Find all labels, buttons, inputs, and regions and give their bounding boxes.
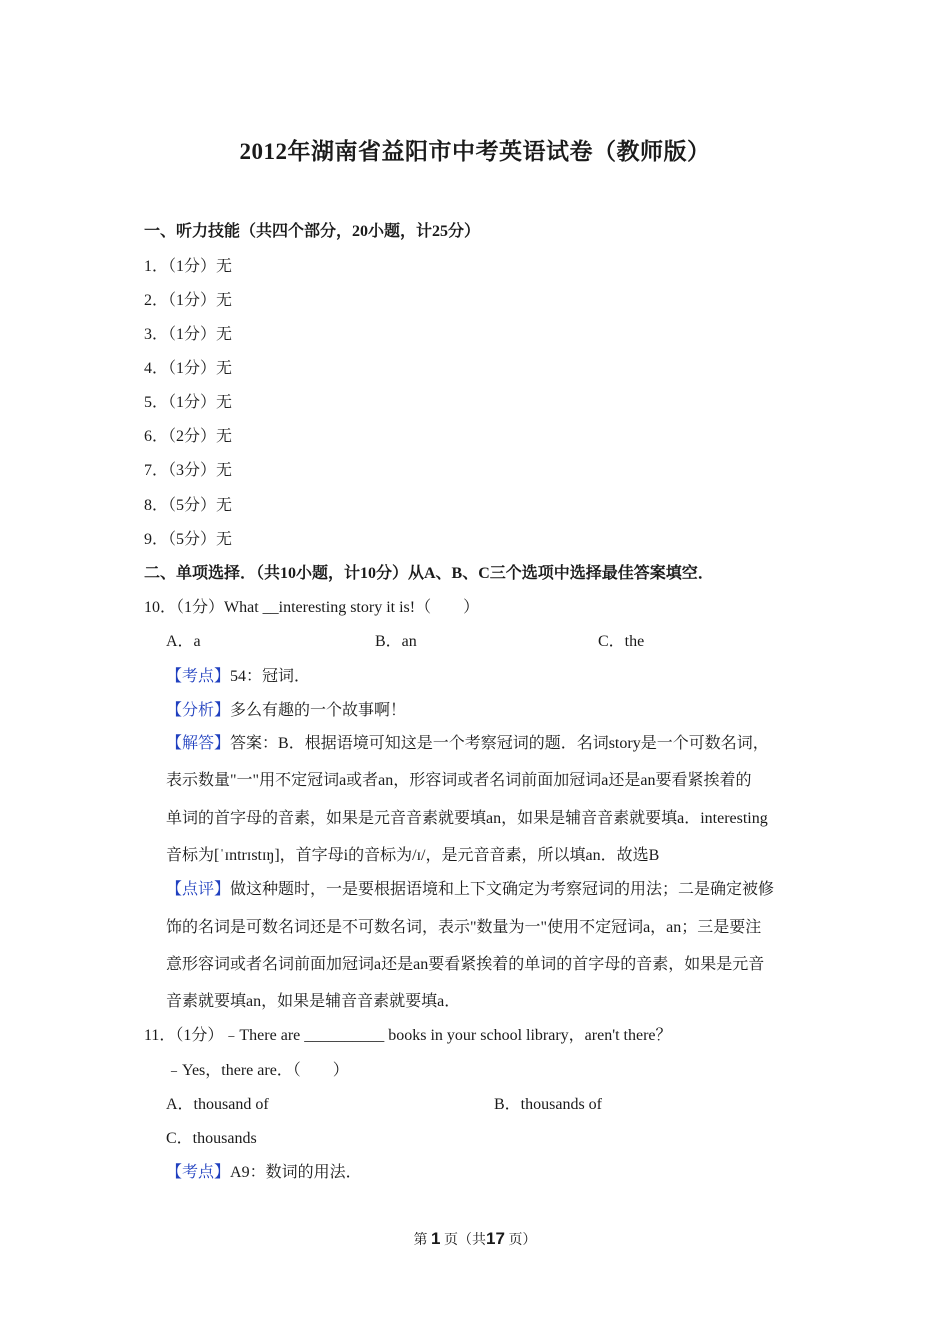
q10-dianping <box>166 880 774 900</box>
q11-stem2: ﹣Yes，there are．（ ） <box>166 1062 349 1079</box>
q11-option-c: C．thousands <box>166 1130 257 1147</box>
q11-option-b: B．thousands of <box>494 1096 603 1113</box>
jieda-line: 单词的首字母的音素，如果是元音音素就要填an，如果是辅音音素就要填a．interesting <box>166 810 768 827</box>
footer-suffix: 页） <box>508 1233 537 1248</box>
footer-prefix: 第 <box>413 1233 428 1248</box>
q10-fenxi <box>166 701 406 721</box>
page-title: 2012年湖南省益阳市中考英语试卷（教师版） <box>239 139 711 164</box>
section2-heading: 二、单项选择．（共10小题，计10分）从A、B、C三个选项中选择最佳答案填空． <box>144 565 714 582</box>
fenxi-text: 多么有趣的一个故事啊！ <box>230 702 407 719</box>
list-item: 3．（1分）无 <box>144 326 233 343</box>
dianping-line: 意形容词或者名词前面加冠词a还是an要看紧挨着的单词的首字母的音素，如果是元音 <box>166 956 765 973</box>
q11-option-a: A．thousand of <box>166 1096 269 1113</box>
q10-stem: 10．（1分）What __interesting story it is!（ ） <box>144 599 480 616</box>
jieda-line: 答案：B．根据语境可知这是一个考察冠词的题．名词story是一个可数名词， <box>230 735 769 752</box>
footer-mid: 页（共 <box>444 1233 487 1248</box>
q10-jieda <box>166 734 769 754</box>
dianping-tag: 【点评】 <box>166 881 231 898</box>
page-footer <box>0 1229 950 1251</box>
jieda-tag: 【解答】 <box>166 735 231 752</box>
q11-kaodian <box>166 1163 362 1183</box>
list-item: 5．（1分）无 <box>144 394 233 411</box>
list-item: 6．（2分）无 <box>144 428 233 445</box>
list-item: 8．（5分）无 <box>144 497 233 514</box>
q10-option-a: A．a <box>166 633 201 650</box>
list-item: 9．（5分）无 <box>144 531 233 548</box>
list-item: 7．（3分）无 <box>144 462 233 479</box>
jieda-line: 音标为[ˈɪntrɪstɪŋ]，首字母i的音标为/ɪ/，是元音音素，所以填an．故选B <box>166 847 660 864</box>
jieda-line: 表示数量"一"用不定冠词a或者an，形容词或者名词前面加冠词a还是an要看紧挨着的 <box>166 772 752 789</box>
kaodian-tag: 【考点】 <box>166 668 231 685</box>
dianping-line: 饰的名词是可数名词还是不可数名词，表示"数量为一"使用不定冠词a，an；三是要注 <box>166 919 762 936</box>
list-item: 2．（1分）无 <box>144 292 233 309</box>
dianping-line: 音素就要填an，如果是辅音音素就要填a． <box>166 993 461 1010</box>
kaodian-text: A9：数词的用法． <box>230 1164 362 1181</box>
kaodian-tag: 【考点】 <box>166 1164 231 1181</box>
q11-stem: 11．（1分）﹣There are __________ books in your school library，aren't there？ <box>144 1027 672 1044</box>
list-item: 1．（1分）无 <box>144 258 233 275</box>
section1-heading: 一、听力技能（共四个部分，20小题，计25分） <box>144 223 481 240</box>
q10-option-c: C．the <box>598 633 645 650</box>
dianping-line: 做这种题时，一是要根据语境和上下文确定为考察冠词的用法；二是确定被修 <box>230 881 775 898</box>
footer-page-number: 1 <box>431 1229 441 1248</box>
footer-total-pages: 17 <box>486 1229 505 1248</box>
list-item: 4．（1分）无 <box>144 360 233 377</box>
q10-kaodian <box>166 667 310 687</box>
fenxi-tag: 【分析】 <box>166 702 231 719</box>
q10-option-b: B．an <box>375 633 417 650</box>
kaodian-text: 54：冠词． <box>230 668 311 685</box>
